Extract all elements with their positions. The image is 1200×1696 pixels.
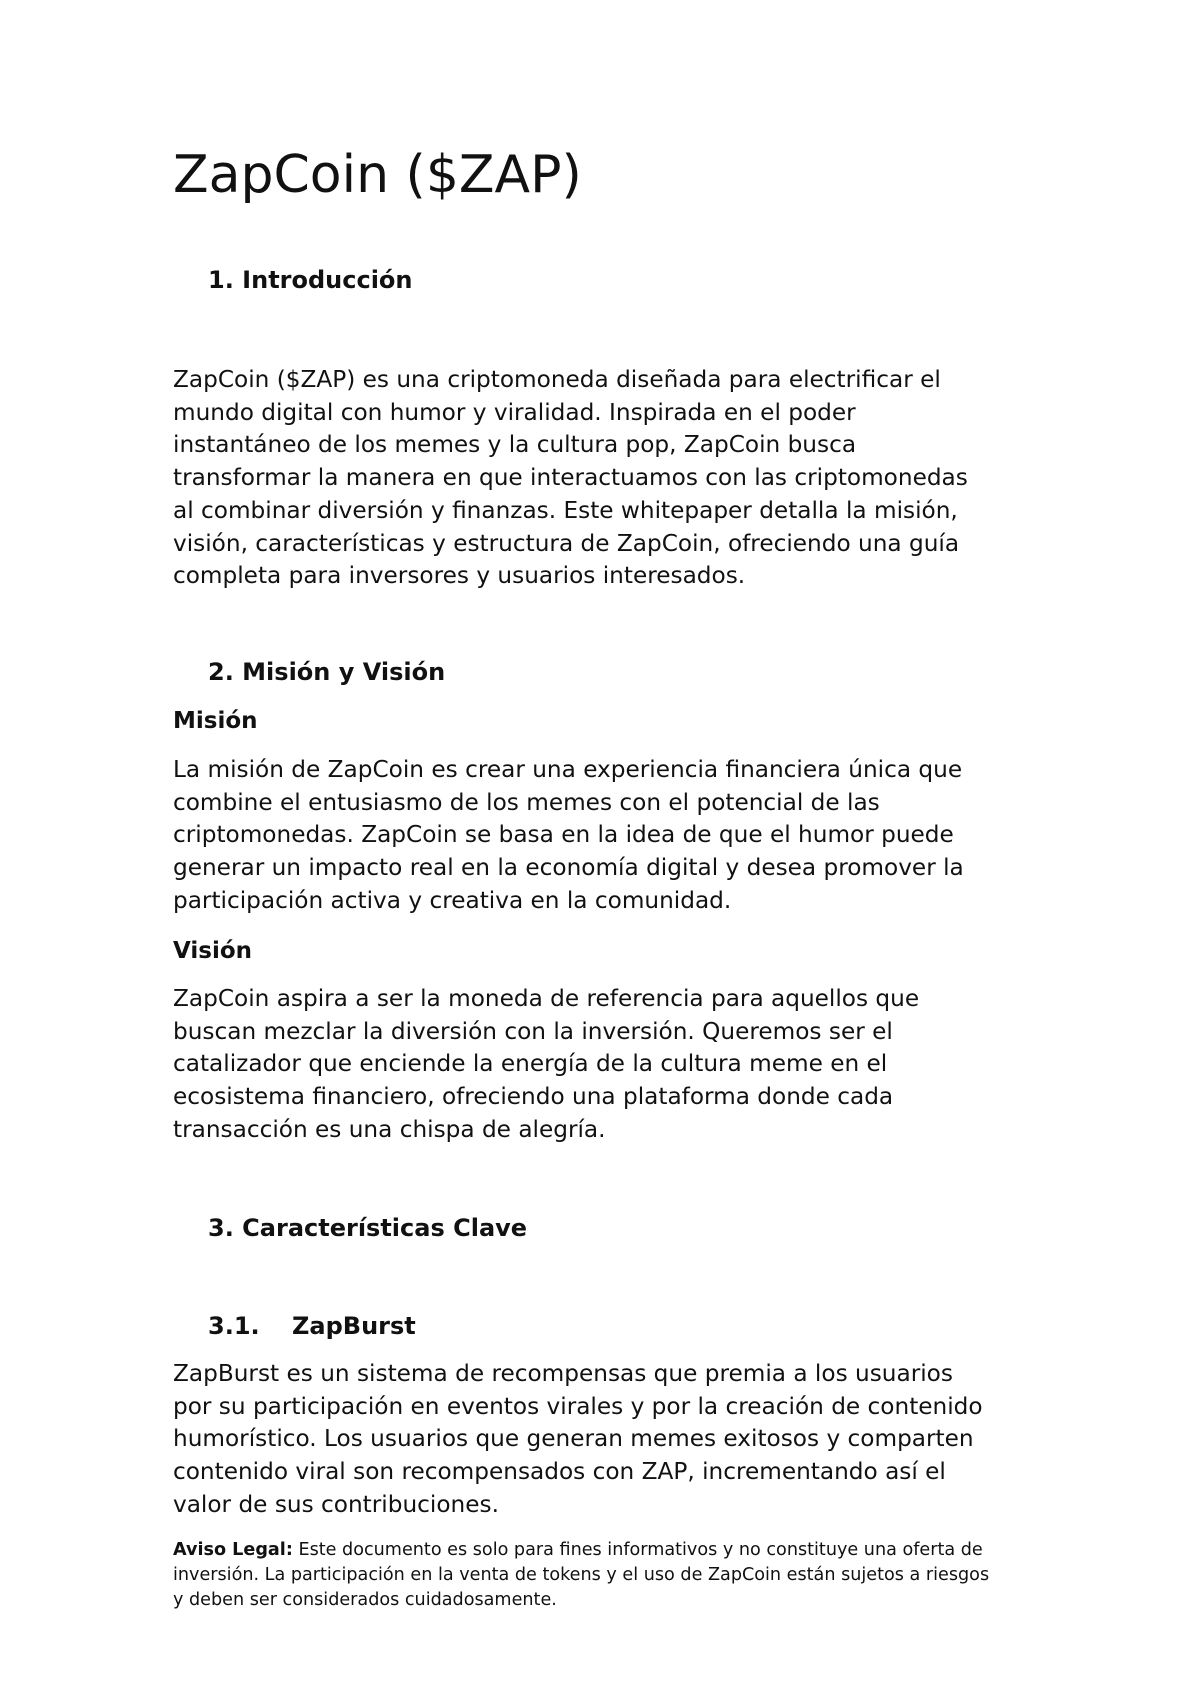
mision-paragraph: [173, 754, 1033, 918]
legal-text: Este documento es solo para fines informativos y no constituye una oferta de: [292, 1540, 983, 1560]
intro-paragraph: [173, 364, 1033, 593]
paragraph-line: catalizador que enciende la energía de la cultura meme en el: [173, 1050, 888, 1078]
legal-notice: [173, 1538, 1033, 1613]
paragraph-line: La misión de ZapCoin es crear una experiencia financiera única que: [173, 756, 963, 783]
paragraph-line: por su participación en eventos virales y por la creación de contenido: [173, 1392, 983, 1420]
section-heading-caracteristicas: 3. Características Clave: [208, 1214, 528, 1242]
vision-paragraph: [173, 983, 1033, 1147]
subsection-heading-zapburst: [208, 1310, 416, 1342]
subheading-vision: Visión: [173, 938, 253, 964]
paragraph-line: transformar la manera en que interactuamos con las criptomonedas: [173, 464, 968, 492]
paragraph-line: contenido viral son recompensados con ZAP, incrementando así el: [173, 1458, 946, 1486]
subheading-mision: Misión: [173, 708, 258, 734]
section-heading-mision-vision: 2. Misión y Visión: [208, 658, 446, 686]
paragraph-line: ecosistema financiero, ofreciendo una plataforma donde cada: [173, 1083, 894, 1111]
document-title: ZapCoin ($ZAP): [173, 145, 582, 205]
legal-line: y deben ser considerados cuidadosamente.: [173, 1590, 557, 1610]
paragraph-line: combine el entusiasmo de los memes con el potencial de las: [173, 788, 880, 816]
paragraph-line: criptomonedas. ZapCoin se basa en la idea de que el humor puede: [173, 821, 954, 849]
paragraph-line: buscan mezclar la diversión con la inversión. Queremos ser el: [173, 1017, 893, 1045]
section-heading-introduccion: 1. Introducción: [208, 266, 413, 294]
paragraph-line: humorístico. Los usuarios que generan memes exitosos y comparten: [173, 1425, 974, 1453]
zapburst-paragraph: [173, 1358, 1033, 1522]
paragraph-line: ZapCoin ($ZAP) es una criptomoneda diseñada para electrificar el: [173, 366, 941, 393]
legal-line: [173, 1538, 1033, 1563]
subsection-title: ZapBurst: [292, 1312, 416, 1340]
legal-label: Aviso Legal:: [173, 1540, 293, 1560]
paragraph-line: mundo digital con humor y viralidad. Inspirada en el poder: [173, 398, 856, 426]
paragraph-line: al combinar diversión y finanzas. Este whitepaper detalla la misión,: [173, 496, 958, 524]
paragraph-line: generar un impacto real en la economía digital y desea promover la: [173, 854, 964, 882]
paragraph-line: visión, características y estructura de ZapCoin, ofreciendo una guía: [173, 529, 960, 557]
paragraph-line: ZapCoin aspira a ser la moneda de referencia para aquellos que: [173, 985, 920, 1012]
paragraph-line: ZapBurst es un sistema de recompensas que premia a los usuarios: [173, 1360, 953, 1387]
subsection-number: 3.1.: [208, 1312, 260, 1340]
paragraph-line: participación activa y creativa en la comunidad.: [173, 886, 732, 914]
paragraph-line: completa para inversores y usuarios interesados.: [173, 562, 746, 590]
paragraph-line: instantáneo de los memes y la cultura pop, ZapCoin busca: [173, 431, 857, 459]
paragraph-line: transacción es una chispa de alegría.: [173, 1115, 606, 1143]
paragraph-line: valor de sus contribuciones.: [173, 1490, 499, 1518]
legal-line: inversión. La participación en la venta de tokens y el uso de ZapCoin están sujetos a riesgos: [173, 1565, 990, 1585]
